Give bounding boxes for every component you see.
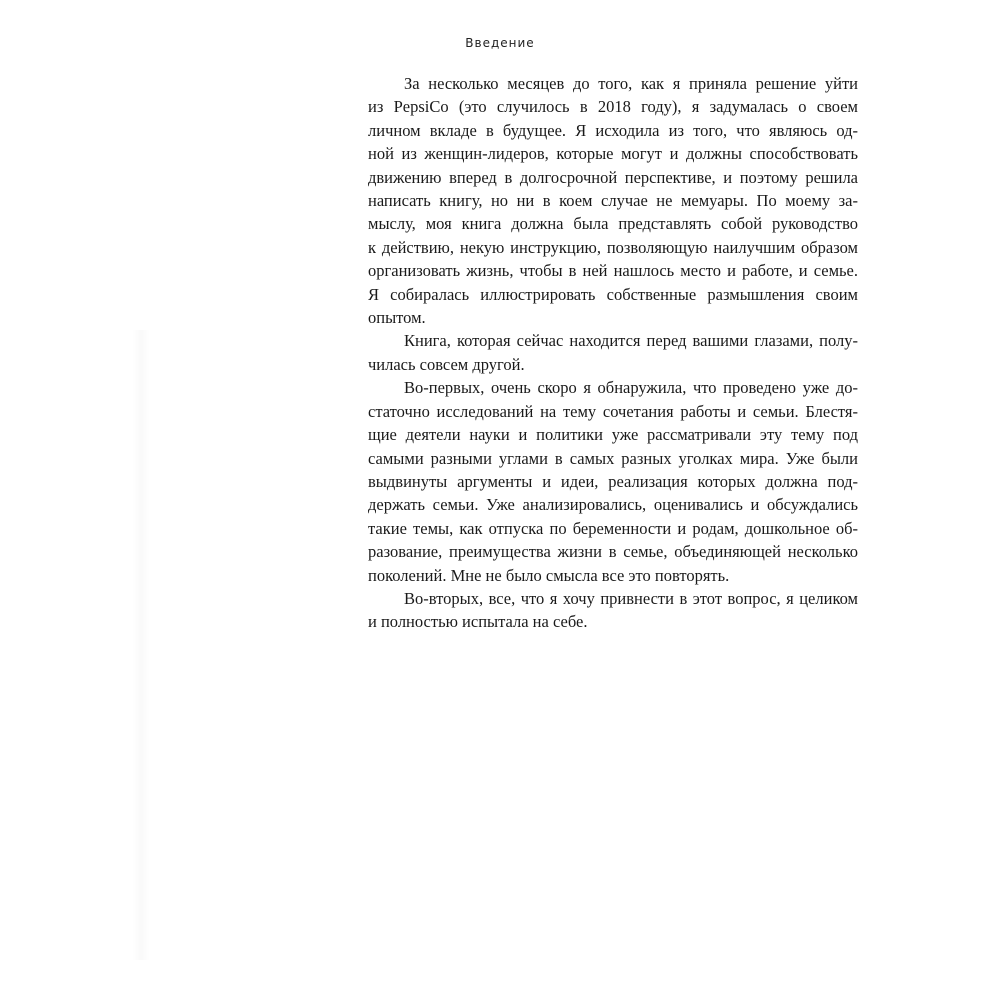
text-line: к действию, некую инструкцию, позволяющую наилучшим образом — [368, 237, 858, 257]
running-header: Введение — [465, 36, 535, 50]
text-line: опытом. — [368, 308, 426, 328]
text-line: щие деятели науки и политики уже рассматривали эту тему под — [368, 425, 858, 445]
text-line: Во-вторых, все, что я хочу привнести в этот вопрос, я целиком — [404, 588, 858, 608]
text-line: держать семьи. Уже анализировались, оценивались и обсуждались — [368, 495, 858, 515]
text-line: движению вперед в долгосрочной перспективе, и поэтому решила — [368, 167, 858, 187]
paragraph-3 — [368, 376, 858, 587]
text-line: Во-первых, очень скоро я обнаружила, что проведено уже до- — [404, 378, 858, 398]
paragraph-2 — [368, 329, 858, 376]
body-text — [368, 72, 858, 634]
text-line: чилась совсем другой. — [368, 354, 525, 374]
paragraph-1 — [368, 72, 858, 329]
text-line: из PepsiCo (это случилось в 2018 году), я задумалась о своем — [368, 97, 858, 117]
text-line: Я собиралась иллюстрировать собственные размышления своим — [368, 284, 858, 304]
text-line: поколений. Мне не было смысла все это повторять. — [368, 565, 730, 585]
text-line: и полностью испытала на себе. — [368, 612, 588, 632]
text-line: личном вкладе в будущее. Я исходила из того, что являюсь од- — [368, 120, 858, 140]
text-line: разование, преимущества жизни в семье, объединяющей несколько — [368, 542, 858, 562]
text-line: организовать жизнь, чтобы в ней нашлось место и работе, и семье. — [368, 261, 858, 281]
paragraph-4 — [368, 587, 858, 634]
text-line: статочно исследований на тему сочетания работы и семьи. Блестя- — [368, 401, 858, 421]
page-fold-shadow — [132, 330, 150, 960]
text-line: За несколько месяцев до того, как я приняла решение уйти — [404, 74, 858, 93]
text-line: ной из женщин-лидеров, которые могут и должны способствовать — [368, 144, 858, 164]
text-line: самыми разными углами в самых разных уголках мира. Уже были — [368, 448, 858, 468]
text-line: мыслу, моя книга должна была представлять собой руководство — [368, 214, 858, 234]
text-line: написать книгу, но ни в коем случае не мемуары. По моему за- — [368, 191, 858, 211]
text-line: Книга, которая сейчас находится перед вашими глазами, полу- — [404, 331, 858, 351]
text-line: выдвинуты аргументы и идеи, реализация которых должна под- — [368, 471, 858, 491]
text-line: такие темы, как отпуска по беременности и родам, дошкольное об- — [368, 518, 858, 538]
